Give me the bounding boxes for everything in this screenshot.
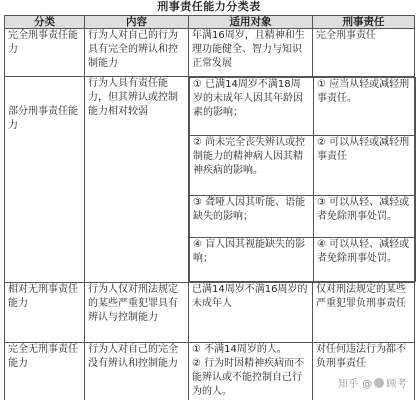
liability-cell: 完全刑事责任 (313, 29, 415, 77)
header-row (5, 16, 415, 29)
subject-item: ① 已满14周岁不满18周岁的未成年人因其年龄因素的影响； (190, 78, 314, 136)
sub-row (190, 238, 416, 282)
subject-item: ④ 盲人因其视能缺失的影响； (190, 238, 314, 282)
subject-item: ② 行为时因精神疾病而不能辨认或不能控制自己行为的人。 (192, 358, 305, 397)
table-title: 刑事责任能力分类表 (157, 0, 261, 13)
header-category: 分类 (5, 16, 85, 29)
subject-item: ② 尚未完全丧失辨认或控制能力的精神病人因其精神疾病的影响。 (190, 136, 314, 196)
content-cell: 行为人对自己的完全没有辨认和控制能力 (85, 343, 189, 400)
category-cell (5, 283, 85, 343)
watermark-author: 顾考 (386, 379, 407, 390)
table-row (5, 77, 415, 283)
liability-item: ③ 可以从轻、减轻或者免除刑事处罚。 (314, 196, 416, 238)
subject-item: ① 不满14周岁的人。 (192, 344, 287, 355)
watermark-prefix: 知乎 @ (338, 379, 373, 390)
liability-item: ④ 可以从轻、减轻或者免除刑事处罚。 (314, 238, 416, 282)
header-content: 内容 (85, 16, 189, 29)
liability-item: ① 应当从轻或减轻刑事责任。 (314, 78, 416, 136)
category-label: 相对无刑事责任能力 (8, 284, 78, 309)
sub-row (190, 196, 416, 238)
category-label: 部分刑事责任能力 (8, 106, 78, 131)
liability-item: ② 可以从轻或减轻刑事责任 (314, 136, 416, 196)
sub-row (190, 78, 416, 136)
liability-cell: 对任何违法行为都不负刑事责任 (313, 343, 415, 400)
classification-table (4, 15, 415, 400)
category-label: 完全刑事责任能力 (8, 30, 78, 55)
category-cell (5, 343, 85, 400)
category-cell (5, 77, 85, 283)
zhihu-watermark (338, 375, 407, 390)
subject-liability-block (189, 77, 415, 283)
content-cell: 行为人仅对刑法规定的某些严重犯罪具有辨认与控制能力 (85, 283, 189, 343)
subject-item: ③ 聋哑人因其听能、语能缺失的影响； (190, 196, 314, 238)
content-cell: 行为人对自己的行为具有完全的辨认和控制能力 (85, 29, 189, 77)
table-row (5, 343, 415, 400)
sub-table (189, 77, 416, 282)
subject-cell: 年满16周岁，且精神和生理功能健全、智力与知识正常发展 (189, 29, 313, 77)
table-row (5, 29, 415, 77)
subject-cell (189, 343, 313, 400)
avatar-icon (374, 378, 384, 388)
liability-cell: 仅对刑法规定的某些严重犯罪负刑事责任 (313, 283, 415, 343)
header-subjects: 适用对象 (189, 16, 313, 29)
table-row (5, 283, 415, 343)
category-cell (5, 29, 85, 77)
category-label: 完全无刑事责任能力 (8, 344, 78, 369)
content-cell: 行为人具有责任能力，但其辨认或控制能力相对较弱 (85, 77, 189, 283)
header-liability: 刑事责任 (313, 16, 415, 29)
subject-cell: 已满14周岁不满16周岁的未成年人 (189, 283, 313, 343)
sub-row (190, 136, 416, 196)
